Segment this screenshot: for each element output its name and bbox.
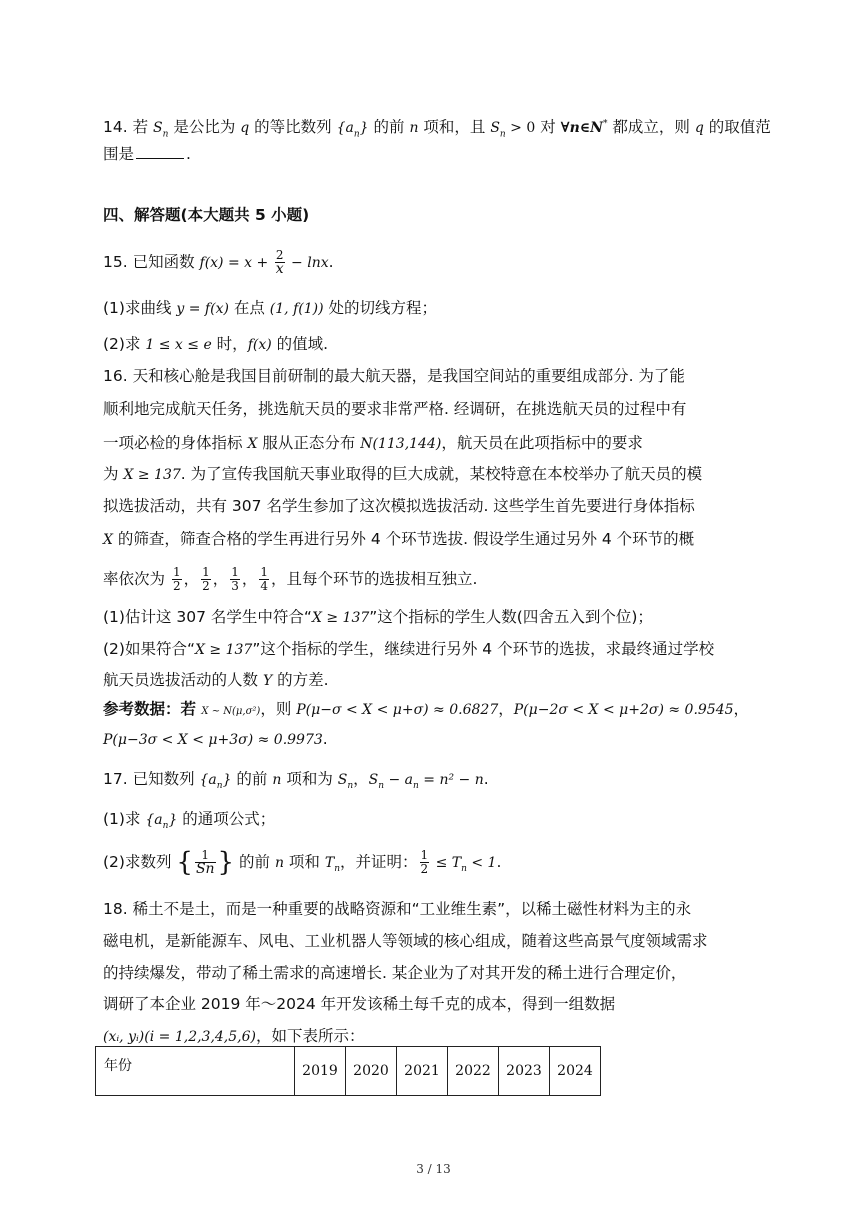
q17-stem: 17. 已知数列 $\{a_n\}$ 的前 n 项和为 $S_n$，$S_n - a_n = n^2 - n$.: [103, 770, 489, 792]
q16-part-1: (1)估计这 307 名学生中符合“X ≥ 137”这个指标的学生人数(四舍五入到个位)；: [103, 608, 653, 626]
fraction: $\frac{1}{2}$: [420, 848, 429, 876]
cost-table: [95, 1046, 601, 1096]
table-row: [96, 1047, 601, 1096]
table-cell: 2021: [397, 1047, 448, 1096]
q18-line-3: 的持续爆发，带动了稀土需求的高速增长. 某企业为了对其开发的稀土进行合理定价，: [103, 964, 687, 982]
fraction: $\frac{1}{4}$: [260, 565, 269, 593]
fraction: $\frac{1}{2}$: [172, 565, 181, 593]
q16-part-2-cont: 航天员选拔活动的人数 Y 的方差.: [103, 671, 329, 689]
q17-part-2: (2)求数列 { $\frac{1}{Sn}$ } 的前 n 项和 $T_n$，并证明： $\frac{1}{2}$ ≤ $T_n < 1$.: [103, 847, 502, 878]
page-number: 3 / 13: [416, 1162, 451, 1176]
q16-line-3: 一项必检的身体指标 X 服从正态分布 N(113,144)，航天员在此项指标中的要求: [103, 434, 643, 452]
table-cell: 2020: [346, 1047, 397, 1096]
fraction: $\frac{1}{Sn}$: [195, 848, 215, 877]
q14-line-1: 14. 若 $S_n$ 是公比为 q 的等比数列 $\{a_n\}$ 的前 n 项和，且 $S_n > 0$ 对 ∀n∈N* 都成立，则 q 的取值范: [103, 118, 771, 140]
q16-line-7: 率依次为 $\frac{1}{2}$ ， $\frac{1}{2}$ ， $\frac{1}{3}$ ， $\frac{1}{4}$ ，且每个环节的选拔相互独立.: [103, 565, 478, 593]
q18-line-2: 磁电机，是新能源车、风电、工业机器人等领域的核心组成，随着这些高景气度领域需求: [103, 932, 708, 950]
fraction: $\frac{2}{x}$: [275, 248, 284, 277]
table-header-cell: 年份: [96, 1047, 295, 1096]
q16-part-2: (2)如果符合“X ≥ 137”这个指标的学生，继续进行另外 4 个环节的选拔，求最终通过学校: [103, 640, 715, 658]
q16-line-4: 为 X ≥ 137. 为了宣传我国航天事业取得的巨大成就，某校特意在本校举办了航天员的模: [103, 465, 703, 483]
q16-reference-2: P(μ−3σ < X < μ+3σ) ≈ 0.9973.: [103, 730, 328, 748]
q17-part-1: (1)求 $\{a_n\}$ 的通项公式；: [103, 810, 276, 832]
q16-line-6: X 的筛查，筛查合格的学生再进行另外 4 个环节选拔. 假设学生通过另外 4 个环节的概: [103, 530, 695, 548]
q16-line-5: 拟选拔活动，共有 307 名学生参加了这次模拟选拔活动. 这些学生首先要进行身体指标: [103, 497, 695, 515]
q15-part-1: (1)求曲线 y = f(x) 在点 (1, f(1)) 处的切线方程；: [103, 299, 437, 317]
table-cell: 2024: [550, 1047, 601, 1096]
table-cell: 2022: [448, 1047, 499, 1096]
q16-line-1: 16. 天和核心舱是我国目前研制的最大航天器，是我国空间站的重要组成部分. 为了能: [103, 367, 685, 385]
q16-line-2: 顺利地完成航天任务，挑选航天员的要求非常严格. 经调研，在挑选航天员的过程中有: [103, 400, 687, 418]
q16-reference-1: 参考数据：若 X ~ N(μ,σ²)，则 P(μ−σ < X < μ+σ) ≈ 0.6827，P(μ−2σ < X < μ+2σ) ≈ 0.9545，: [103, 700, 750, 718]
q18-line-1: 18. 稀土不是土，而是一种重要的战略资源和“工业维生素”，以稀土磁性材料为主的永: [103, 900, 692, 918]
q18-line-5: (xᵢ, yᵢ)(i = 1,2,3,4,5,6)，如下表所示：: [103, 1027, 365, 1045]
q15-stem: 15. 已知函数 f(x) = x + $\frac{2}{x}$ − lnx.: [103, 248, 334, 277]
section-heading: 四、解答题(本大题共 5 小题): [103, 206, 310, 224]
q18-line-4: 调研了本企业 2019 年～2024 年开发该稀土每千克的成本，得到一组数据: [103, 995, 616, 1013]
table-cell: 2019: [295, 1047, 346, 1096]
fraction: $\frac{1}{3}$: [231, 565, 239, 593]
answer-blank: [136, 144, 184, 159]
fraction: $\frac{1}{2}$: [202, 565, 210, 593]
q15-part-2: (2)求 1 ≤ x ≤ e 时，f(x) 的值域.: [103, 335, 329, 353]
table-cell: 2023: [499, 1047, 550, 1096]
q14-line-2: 围是 .: [103, 145, 191, 163]
